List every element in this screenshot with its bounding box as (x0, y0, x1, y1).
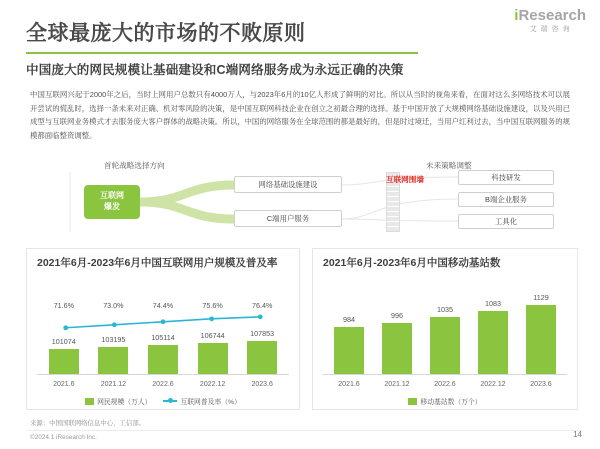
bar-value: 106744 (200, 331, 225, 340)
page-title: 全球最庞大的市场的不败原则 (26, 22, 306, 45)
bar-value: 103195 (101, 335, 126, 344)
x-tick: 2022.6 (152, 381, 174, 388)
logo-i: i (514, 7, 519, 24)
diagram-node-internet-boom (84, 185, 140, 219)
source-note: 来源：中国国联网络信息中心，工信部。 (30, 420, 146, 427)
bar-column (146, 295, 180, 375)
x-tick: 2022.12 (199, 381, 226, 388)
chart-1-x-axis (37, 374, 289, 375)
x-tick: 2021.6 (53, 381, 75, 388)
title-block (26, 22, 506, 54)
bar-column (196, 295, 230, 375)
diagram-node-consumer-service: C端用户服务 (234, 210, 342, 227)
bar (198, 343, 228, 375)
chart-2-legend (313, 395, 577, 407)
chart-2-plot (313, 283, 577, 375)
page-subtitle: 中国庞大的网民规模让基础建设和C端网络服务成为永远正确的决策 (26, 63, 404, 77)
bar-column (96, 295, 130, 375)
bar-value: 1035 (437, 305, 453, 314)
bar-column (428, 283, 462, 375)
chart-1-plot (27, 295, 299, 375)
bar (49, 349, 79, 375)
bar-column (476, 283, 510, 375)
x-tick: 2022.6 (434, 381, 456, 388)
strategy-diagram (26, 158, 578, 244)
chart-1-bars (27, 295, 299, 375)
node-main-line1: 互联网 (100, 191, 124, 201)
diagram-label-round1: 首轮战略选择方向 (104, 161, 165, 170)
chart-1-legend (27, 395, 299, 407)
chart-1-title: 2021年6月-2023年6月中国互联网用户规模及普及率 (37, 257, 278, 269)
bar-column (47, 295, 81, 375)
pct-label: 73.0% (103, 301, 124, 310)
legend-item-penetration (163, 396, 240, 406)
logo-mark (514, 8, 586, 23)
legend-swatch-line (163, 400, 177, 402)
pct-label: 75.6% (202, 301, 223, 310)
bar (247, 341, 277, 375)
diagram-label-wall: 互联网围墙 (386, 175, 424, 184)
bar (148, 345, 178, 375)
x-tick: 2022.12 (480, 381, 506, 388)
legend-item-users (85, 396, 151, 406)
pct-label: 71.6% (53, 301, 74, 310)
bar (98, 347, 128, 375)
chart-1-x-labels (27, 381, 299, 393)
legend-label: 网民规模（万人） (97, 399, 152, 406)
iresearch-logo (514, 8, 586, 33)
x-tick: 2021.6 (338, 381, 360, 388)
logo-subtitle: 艾 瑞 咨 询 (529, 26, 571, 33)
page-number: 14 (573, 430, 582, 439)
bar-value: 1083 (485, 299, 501, 308)
bar-value: 984 (343, 315, 355, 324)
pct-label: 76.4% (251, 301, 273, 310)
legend-label: 移动基站数（万个） (420, 399, 482, 406)
bar-value: 107853 (250, 329, 275, 338)
chart-mobile-base-stations (312, 248, 578, 410)
chart-2-title: 2021年6月-2023年6月中国移动基站数 (323, 257, 501, 269)
chart-2-x-labels (313, 381, 577, 393)
x-tick: 2021.12 (384, 381, 410, 388)
legend-swatch-bar (85, 398, 94, 405)
diagram-node-enterprise-service: B端企业服务 (458, 192, 554, 207)
legend-item-base-stations (408, 396, 481, 406)
chart-internet-users (26, 248, 300, 410)
footer-divider (26, 430, 582, 431)
pct-label: 74.4% (152, 301, 174, 310)
chart-2-x-axis (323, 374, 567, 375)
bar (526, 305, 556, 375)
bar-value: 996 (391, 311, 403, 320)
x-tick: 2023.6 (251, 381, 273, 388)
x-tick: 2021.12 (100, 381, 127, 388)
diagram-node-tooling: 工具化 (458, 214, 554, 229)
logo-research: Research (518, 7, 586, 24)
bar-value: 105114 (151, 333, 175, 342)
x-tick: 2023.6 (530, 381, 552, 388)
bar (478, 311, 508, 375)
legend-swatch-bar (408, 398, 417, 405)
bar (334, 327, 364, 375)
bar-value: 101074 (51, 337, 76, 346)
bar (430, 317, 460, 375)
diagram-node-infrastructure: 网络基础设施建设 (234, 176, 342, 193)
body-paragraph: 中国互联网兴起于2000年之后，当时上网用户总数只有4000万人，与2023年6月的10亿人形成了鲜明的对比。所以从当时的视角来看，在面对这么多网络技术可以展开尝试的慌乱时，选择一条未来对正确、机对零风险的决策，是中国互联网科技企业在创立之初最合理的选择。基于中国开放了大规模网络基础设施建设，以及兴用已成型与互联网业务模式才去服务庞大客户群体的战略决策。所以，中国的网络服务在全球范围的都是最好的，但是时过境迁，当用户红利过去，当中国互联网服务的规模都面临整资调整。 (30, 90, 570, 141)
bar-column (380, 283, 414, 375)
bar-column (245, 295, 279, 375)
title-underline (26, 52, 418, 54)
diagram-node-rnd: 科技研发 (458, 170, 554, 185)
diagram-label-future: 未来策略调整 (426, 161, 472, 170)
copyright-note: ©2024.1 iResearch Inc. (30, 434, 97, 441)
bar (382, 323, 412, 375)
node-main-line2: 爆发 (104, 202, 120, 211)
bar-value: 1129 (533, 293, 549, 302)
legend-label: 互联网普及率（%） (180, 399, 241, 406)
bar-column (332, 283, 366, 375)
bar-column (524, 283, 558, 375)
chart-2-bars (313, 283, 577, 375)
